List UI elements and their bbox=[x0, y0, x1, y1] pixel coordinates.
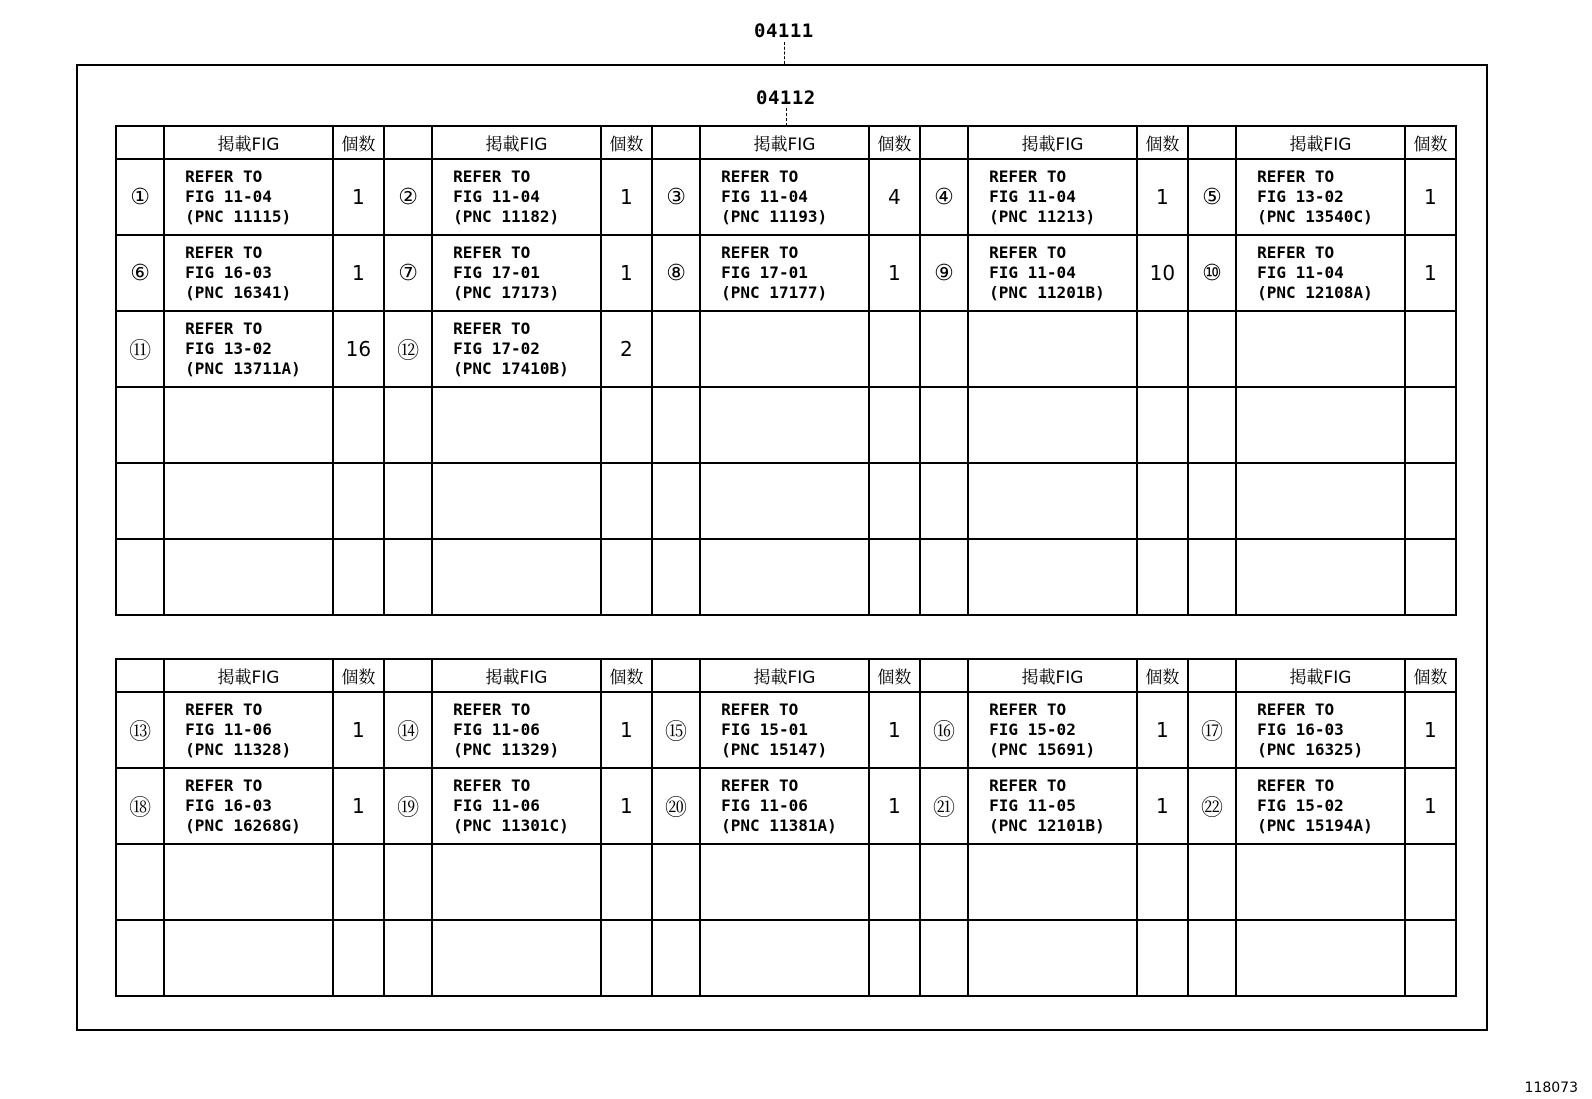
header-number-cell bbox=[1188, 659, 1236, 692]
item-number bbox=[920, 387, 968, 463]
fig-reference-line: (PNC 13540C) bbox=[1257, 207, 1373, 226]
item-number bbox=[384, 539, 432, 615]
fig-reference-line: REFER TO bbox=[453, 776, 531, 795]
item-number: ⑦ bbox=[384, 235, 432, 311]
item-number: ⑫ bbox=[384, 311, 432, 387]
header-fig-cell: 掲載FIG bbox=[700, 126, 869, 159]
fig-reference bbox=[1236, 463, 1405, 539]
fig-reference-line: (PNC 12101B) bbox=[989, 816, 1105, 835]
fig-reference bbox=[164, 768, 333, 844]
quantity bbox=[601, 920, 652, 996]
fig-reference bbox=[700, 159, 869, 235]
fig-reference-line: FIG 11-04 bbox=[453, 187, 540, 206]
quantity bbox=[333, 920, 384, 996]
inner-leader-line bbox=[786, 108, 787, 126]
fig-reference-line: FIG 11-05 bbox=[989, 796, 1076, 815]
fig-reference-line: REFER TO bbox=[989, 243, 1067, 262]
fig-reference bbox=[700, 692, 869, 768]
parts-table-lower bbox=[115, 658, 1457, 997]
quantity bbox=[333, 387, 384, 463]
quantity: 1 bbox=[333, 235, 384, 311]
fig-reference bbox=[1236, 159, 1405, 235]
table-row bbox=[116, 311, 1456, 387]
header-row bbox=[116, 126, 1456, 159]
fig-reference-line: FIG 13-02 bbox=[1257, 187, 1344, 206]
fig-reference bbox=[700, 311, 869, 387]
item-number: ⑥ bbox=[116, 235, 164, 311]
quantity: 1 bbox=[333, 692, 384, 768]
item-number bbox=[1188, 311, 1236, 387]
fig-reference-line: FIG 11-06 bbox=[721, 796, 808, 815]
fig-reference-line: (PNC 16325) bbox=[1257, 740, 1364, 759]
quantity: 1 bbox=[1137, 768, 1188, 844]
item-number bbox=[652, 463, 700, 539]
fig-reference-line: REFER TO bbox=[185, 700, 263, 719]
fig-reference bbox=[164, 463, 333, 539]
item-number bbox=[1188, 539, 1236, 615]
quantity bbox=[1137, 844, 1188, 920]
quantity bbox=[869, 311, 920, 387]
fig-reference-line: (PNC 11201B) bbox=[989, 283, 1105, 302]
fig-reference-line: REFER TO bbox=[185, 776, 263, 795]
quantity bbox=[869, 387, 920, 463]
item-number: ② bbox=[384, 159, 432, 235]
quantity: 4 bbox=[869, 159, 920, 235]
fig-reference bbox=[432, 768, 601, 844]
fig-reference-line: REFER TO bbox=[185, 243, 263, 262]
quantity bbox=[333, 539, 384, 615]
quantity: 1 bbox=[869, 692, 920, 768]
header-qty-cell: 個数 bbox=[869, 126, 920, 159]
fig-reference-line: REFER TO bbox=[721, 700, 799, 719]
fig-reference-line: FIG 11-04 bbox=[1257, 263, 1344, 282]
fig-reference bbox=[1236, 539, 1405, 615]
fig-reference-line: REFER TO bbox=[453, 243, 531, 262]
fig-reference-line: FIG 11-06 bbox=[185, 720, 272, 739]
fig-reference bbox=[432, 692, 601, 768]
fig-reference bbox=[164, 387, 333, 463]
fig-reference bbox=[700, 235, 869, 311]
fig-reference-line: FIG 16-03 bbox=[185, 796, 272, 815]
quantity: 1 bbox=[1137, 159, 1188, 235]
fig-reference-line: REFER TO bbox=[1257, 167, 1335, 186]
header-qty-cell: 個数 bbox=[1405, 659, 1456, 692]
header-fig-cell: 掲載FIG bbox=[968, 659, 1137, 692]
header-number-cell bbox=[652, 126, 700, 159]
fig-reference-line: (PNC 17173) bbox=[453, 283, 560, 302]
item-number: ④ bbox=[920, 159, 968, 235]
fig-reference-line: REFER TO bbox=[185, 319, 263, 338]
fig-reference-line: (PNC 11193) bbox=[721, 207, 828, 226]
header-fig-cell: 掲載FIG bbox=[164, 126, 333, 159]
quantity bbox=[1405, 539, 1456, 615]
header-number-cell bbox=[384, 126, 432, 159]
fig-reference-line: (PNC 15147) bbox=[721, 740, 828, 759]
item-number: ⑨ bbox=[920, 235, 968, 311]
header-number-cell bbox=[652, 659, 700, 692]
header-number-cell bbox=[384, 659, 432, 692]
item-number: ⑧ bbox=[652, 235, 700, 311]
quantity: 1 bbox=[1137, 692, 1188, 768]
fig-reference bbox=[164, 539, 333, 615]
quantity bbox=[1405, 844, 1456, 920]
fig-reference-line: FIG 11-06 bbox=[453, 796, 540, 815]
fig-reference bbox=[700, 920, 869, 996]
quantity: 1 bbox=[601, 159, 652, 235]
quantity bbox=[1137, 387, 1188, 463]
quantity: 2 bbox=[601, 311, 652, 387]
fig-reference-line: (PNC 15691) bbox=[989, 740, 1096, 759]
item-number bbox=[1188, 920, 1236, 996]
item-number bbox=[652, 844, 700, 920]
fig-reference-line: (PNC 16341) bbox=[185, 283, 292, 302]
fig-reference bbox=[700, 768, 869, 844]
fig-reference-line: (PNC 11182) bbox=[453, 207, 560, 226]
figure-id: 118073 bbox=[1524, 1080, 1578, 1096]
quantity: 1 bbox=[601, 235, 652, 311]
fig-reference-line: REFER TO bbox=[989, 167, 1067, 186]
header-number-cell bbox=[920, 126, 968, 159]
item-number bbox=[116, 920, 164, 996]
table-row bbox=[116, 159, 1456, 235]
quantity: 16 bbox=[333, 311, 384, 387]
header-fig-cell: 掲載FIG bbox=[432, 659, 601, 692]
item-number: ⑬ bbox=[116, 692, 164, 768]
fig-reference-line: REFER TO bbox=[989, 776, 1067, 795]
item-number bbox=[920, 539, 968, 615]
table-row bbox=[116, 920, 1456, 996]
fig-reference bbox=[968, 920, 1137, 996]
item-number bbox=[1188, 387, 1236, 463]
item-number bbox=[384, 844, 432, 920]
table-row bbox=[116, 235, 1456, 311]
fig-reference-line: (PNC 11328) bbox=[185, 740, 292, 759]
quantity: 1 bbox=[869, 768, 920, 844]
header-qty-cell: 個数 bbox=[333, 659, 384, 692]
table-row bbox=[116, 844, 1456, 920]
item-number bbox=[384, 920, 432, 996]
header-row bbox=[116, 659, 1456, 692]
fig-reference-line: FIG 15-02 bbox=[1257, 796, 1344, 815]
fig-reference bbox=[432, 463, 601, 539]
item-number bbox=[1188, 463, 1236, 539]
item-number: ⑳ bbox=[652, 768, 700, 844]
fig-reference bbox=[968, 311, 1137, 387]
quantity bbox=[1405, 387, 1456, 463]
fig-reference bbox=[1236, 387, 1405, 463]
fig-reference bbox=[968, 387, 1137, 463]
quantity bbox=[869, 920, 920, 996]
quantity bbox=[1405, 311, 1456, 387]
fig-reference bbox=[164, 235, 333, 311]
quantity bbox=[601, 844, 652, 920]
item-number: ⑤ bbox=[1188, 159, 1236, 235]
item-number bbox=[116, 844, 164, 920]
quantity bbox=[869, 539, 920, 615]
fig-reference bbox=[1236, 920, 1405, 996]
quantity bbox=[869, 463, 920, 539]
fig-reference-line: REFER TO bbox=[185, 167, 263, 186]
fig-reference bbox=[432, 844, 601, 920]
item-number bbox=[652, 387, 700, 463]
quantity bbox=[1137, 539, 1188, 615]
fig-reference-line: FIG 13-02 bbox=[185, 339, 272, 358]
fig-reference-line: REFER TO bbox=[1257, 776, 1335, 795]
fig-reference-line: REFER TO bbox=[989, 700, 1067, 719]
quantity bbox=[333, 463, 384, 539]
fig-reference bbox=[968, 159, 1137, 235]
fig-reference bbox=[432, 539, 601, 615]
item-number bbox=[384, 463, 432, 539]
fig-reference bbox=[968, 768, 1137, 844]
fig-reference-line: (PNC 11301C) bbox=[453, 816, 569, 835]
header-qty-cell: 個数 bbox=[1137, 126, 1188, 159]
header-fig-cell: 掲載FIG bbox=[164, 659, 333, 692]
item-number bbox=[116, 539, 164, 615]
fig-reference bbox=[164, 311, 333, 387]
quantity: 1 bbox=[333, 768, 384, 844]
quantity bbox=[333, 844, 384, 920]
fig-reference-line: (PNC 12108A) bbox=[1257, 283, 1373, 302]
header-number-cell bbox=[116, 659, 164, 692]
fig-reference-line: (PNC 17410B) bbox=[453, 359, 569, 378]
fig-reference bbox=[700, 844, 869, 920]
fig-reference bbox=[164, 920, 333, 996]
item-number bbox=[920, 463, 968, 539]
fig-reference bbox=[432, 159, 601, 235]
fig-reference bbox=[1236, 235, 1405, 311]
item-number bbox=[652, 539, 700, 615]
item-number: ③ bbox=[652, 159, 700, 235]
item-number bbox=[116, 463, 164, 539]
outer-label: 04111 bbox=[754, 20, 814, 42]
quantity bbox=[1137, 311, 1188, 387]
table-row bbox=[116, 539, 1456, 615]
outer-leader-line bbox=[784, 42, 785, 64]
fig-reference-line: (PNC 16268G) bbox=[185, 816, 301, 835]
header-qty-cell: 個数 bbox=[333, 126, 384, 159]
fig-reference-line: FIG 17-01 bbox=[453, 263, 540, 282]
fig-reference bbox=[968, 539, 1137, 615]
quantity: 1 bbox=[1405, 692, 1456, 768]
fig-reference bbox=[432, 920, 601, 996]
fig-reference-line: FIG 16-03 bbox=[1257, 720, 1344, 739]
header-qty-cell: 個数 bbox=[601, 126, 652, 159]
table-row bbox=[116, 463, 1456, 539]
fig-reference-line: FIG 16-03 bbox=[185, 263, 272, 282]
item-number bbox=[652, 311, 700, 387]
quantity bbox=[1137, 463, 1188, 539]
fig-reference-line: FIG 15-01 bbox=[721, 720, 808, 739]
table-row bbox=[116, 768, 1456, 844]
header-fig-cell: 掲載FIG bbox=[968, 126, 1137, 159]
fig-reference bbox=[164, 159, 333, 235]
header-fig-cell: 掲載FIG bbox=[1236, 126, 1405, 159]
fig-reference-line: FIG 15-02 bbox=[989, 720, 1076, 739]
fig-reference bbox=[700, 539, 869, 615]
quantity bbox=[1405, 463, 1456, 539]
item-number bbox=[1188, 844, 1236, 920]
fig-reference bbox=[164, 692, 333, 768]
quantity: 1 bbox=[333, 159, 384, 235]
item-number bbox=[384, 387, 432, 463]
header-fig-cell: 掲載FIG bbox=[432, 126, 601, 159]
quantity: 1 bbox=[1405, 235, 1456, 311]
quantity bbox=[601, 387, 652, 463]
header-qty-cell: 個数 bbox=[601, 659, 652, 692]
fig-reference-line: FIG 11-04 bbox=[721, 187, 808, 206]
item-number: ㉑ bbox=[920, 768, 968, 844]
fig-reference-line: REFER TO bbox=[1257, 700, 1335, 719]
fig-reference-line: FIG 11-04 bbox=[989, 187, 1076, 206]
item-number: ① bbox=[116, 159, 164, 235]
quantity: 1 bbox=[601, 692, 652, 768]
item-number: ⑱ bbox=[116, 768, 164, 844]
fig-reference-line: REFER TO bbox=[721, 167, 799, 186]
parts-table-upper bbox=[115, 125, 1457, 616]
fig-reference-line: (PNC 13711A) bbox=[185, 359, 301, 378]
fig-reference-line: REFER TO bbox=[453, 167, 531, 186]
item-number: ⑰ bbox=[1188, 692, 1236, 768]
fig-reference-line: REFER TO bbox=[721, 243, 799, 262]
quantity: 1 bbox=[601, 768, 652, 844]
fig-reference bbox=[1236, 692, 1405, 768]
header-qty-cell: 個数 bbox=[1137, 659, 1188, 692]
fig-reference-line: FIG 17-02 bbox=[453, 339, 540, 358]
fig-reference bbox=[1236, 768, 1405, 844]
item-number: ⑮ bbox=[652, 692, 700, 768]
fig-reference-line: (PNC 15194A) bbox=[1257, 816, 1373, 835]
fig-reference-line: (PNC 11213) bbox=[989, 207, 1096, 226]
fig-reference bbox=[968, 463, 1137, 539]
quantity: 1 bbox=[869, 235, 920, 311]
item-number: ⑪ bbox=[116, 311, 164, 387]
fig-reference-line: (PNC 11115) bbox=[185, 207, 292, 226]
fig-reference bbox=[164, 844, 333, 920]
quantity bbox=[601, 539, 652, 615]
fig-reference bbox=[968, 235, 1137, 311]
fig-reference bbox=[968, 692, 1137, 768]
fig-reference-line: FIG 11-04 bbox=[989, 263, 1076, 282]
quantity: 1 bbox=[1405, 159, 1456, 235]
header-fig-cell: 掲載FIG bbox=[1236, 659, 1405, 692]
quantity bbox=[1137, 920, 1188, 996]
fig-reference bbox=[432, 387, 601, 463]
fig-reference bbox=[1236, 844, 1405, 920]
item-number: ㉒ bbox=[1188, 768, 1236, 844]
fig-reference-line: (PNC 11381A) bbox=[721, 816, 837, 835]
fig-reference-line: REFER TO bbox=[1257, 243, 1335, 262]
item-number: ⑯ bbox=[920, 692, 968, 768]
fig-reference-line: FIG 11-04 bbox=[185, 187, 272, 206]
header-number-cell bbox=[116, 126, 164, 159]
quantity bbox=[601, 463, 652, 539]
header-number-cell bbox=[1188, 126, 1236, 159]
fig-reference-line: REFER TO bbox=[721, 776, 799, 795]
quantity bbox=[1405, 920, 1456, 996]
fig-reference-line: FIG 11-06 bbox=[453, 720, 540, 739]
fig-reference-line: REFER TO bbox=[453, 319, 531, 338]
fig-reference-line: (PNC 17177) bbox=[721, 283, 828, 302]
item-number: ⑩ bbox=[1188, 235, 1236, 311]
header-number-cell bbox=[920, 659, 968, 692]
header-qty-cell: 個数 bbox=[1405, 126, 1456, 159]
item-number bbox=[920, 844, 968, 920]
fig-reference bbox=[968, 844, 1137, 920]
inner-label: 04112 bbox=[756, 87, 816, 109]
item-number bbox=[652, 920, 700, 996]
item-number bbox=[920, 311, 968, 387]
item-number: ⑲ bbox=[384, 768, 432, 844]
fig-reference bbox=[432, 235, 601, 311]
fig-reference-line: (PNC 11329) bbox=[453, 740, 560, 759]
table-row bbox=[116, 692, 1456, 768]
quantity: 1 bbox=[1405, 768, 1456, 844]
item-number: ⑭ bbox=[384, 692, 432, 768]
fig-reference bbox=[700, 463, 869, 539]
quantity: 10 bbox=[1137, 235, 1188, 311]
table-row bbox=[116, 387, 1456, 463]
item-number bbox=[116, 387, 164, 463]
fig-reference bbox=[700, 387, 869, 463]
header-qty-cell: 個数 bbox=[869, 659, 920, 692]
item-number bbox=[920, 920, 968, 996]
fig-reference bbox=[1236, 311, 1405, 387]
fig-reference-line: REFER TO bbox=[453, 700, 531, 719]
fig-reference bbox=[432, 311, 601, 387]
fig-reference-line: FIG 17-01 bbox=[721, 263, 808, 282]
header-fig-cell: 掲載FIG bbox=[700, 659, 869, 692]
quantity bbox=[869, 844, 920, 920]
